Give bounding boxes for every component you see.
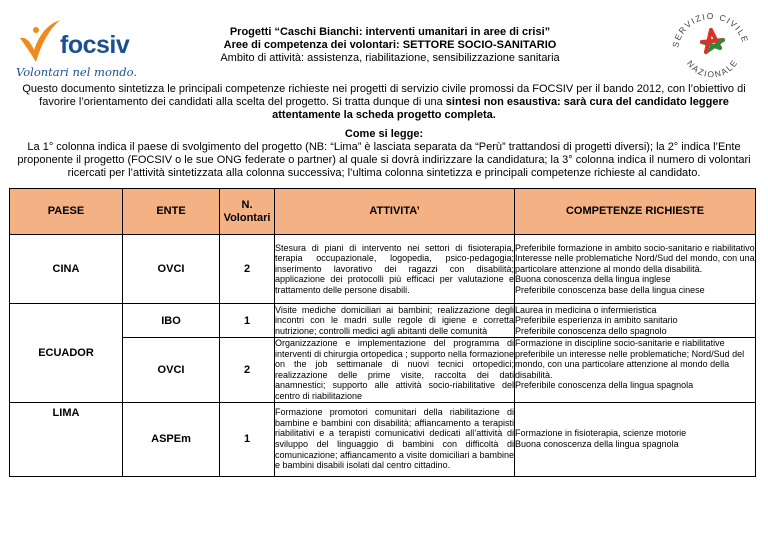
competence-table [9,188,756,477]
focsiv-tagline: Volontari nel mondo. [16,65,138,79]
competenza-item: Preferibile formazione in ambito socio-sanitario e riabilitativo [515,242,755,253]
competenza-item: Buona conoscenza della lingua inglese [515,274,671,285]
cell-volontari: 2 [220,338,275,403]
cell-ente: OVCI [123,338,220,403]
page-title: Progetti “Caschi Bianchi: interventi umanitari in aree di crisi” [229,26,551,38]
cell-attivita: Formazione promotori comunitari della riabilitazione di bambine e bambini con disabilità; affiancamento a terapisti riabilitativi e a terapisti comunicativi dedicati all’attività di sviluppo del linguaggio di bambini con difficoltà di comunicazione; affiancamento a visite domiciliari a bambine e bambini disabili isolati dal centro cittadino. [275,402,515,476]
cell-volontari: 1 [220,402,275,476]
focsiv-brand: focsiv [60,31,130,59]
competenza-item: Preferibile conoscenza della lingua spagnola [515,380,694,391]
competenza-item: Formazione in fisioterapia, scienze motorie [515,428,687,439]
scn-arc-bottom-text: NAZIONALE [684,57,741,80]
document-header [180,26,600,65]
intro-text: Questo documento sintetizza le principali competenze richieste nei progetti di servizio civile promossi da FOCSIV per il bando 2012, con l’obiettivo di favorire l’orientamento dei candidati alla scelta del progetto. Si tratta dunque di una [22,83,746,108]
cell-competenze [515,235,756,304]
col-header-paese: PAESE [10,189,123,235]
page-scope: Ambito di attività: assistenza, riabilitazione, sensibilizzazione sanitaria [220,52,560,64]
competenza-item: Preferibile conoscenza dello spagnolo [515,325,667,336]
col-header-ente: ENTE [123,189,220,235]
col-header-attivita: ATTIVITA’ [275,189,515,235]
how-to-read-text: La 1° colonna indica il paese di svolgimento del progetto (NB: “Lima” è lasciata separata da “Perù” trattandosi di progetti diversi); la 2° indica l’Ente proponente il progetto (FOCSIV o le sue ONG federate o partner) al quale si dovrà indirizzare la candidatura; la 3° colonna indica il numero di volontari ricercati per l’attività sintetizzata alla colonna successiva; l’ultima colonna sintetizza e principali competenze richieste al candidato. [17,141,751,179]
competenza-item: Laurea in medicina o infermieristica [515,304,657,315]
col-header-competenze: COMPETENZE RICHIESTE [515,189,756,235]
cell-volontari: 2 [220,235,275,304]
cell-paese: LIMA [10,402,123,476]
table-row [10,402,756,476]
cell-ente: OVCI [123,235,220,304]
intro-paragraph [10,83,758,122]
table-header-row [10,189,756,235]
table-row [10,304,756,338]
scn-arc-top-text: SERVIZIO CIVILE [670,10,751,49]
col-header-volontari: N. Volontari [220,189,275,235]
competenza-item: Preferibile conoscenza base della lingua cinese [515,284,705,295]
cell-paese: ECUADOR [10,304,123,403]
cell-volontari: 1 [220,304,275,338]
cell-ente: IBO [123,304,220,338]
intro-bold-text: sintesi non esaustiva: sarà cura del candidato leggere attentamente la scheda progetto completa. [272,96,729,121]
cell-attivita: Stesura di piani di intervento nei settori di fisioterapia, terapia occupazionale, logopedia, psico-pedagogia; inserimento lavorativo dei ragazzi con disabilità; applicazione dei protocolli più efficaci per valutazione e trattamento delle persone disabili. [275,235,515,304]
cell-competenze [515,338,756,403]
cell-ente: ASPEm [123,402,220,476]
competenza-item: Buona conoscenza della lingua spagnola [515,439,679,450]
star-icon [702,30,723,52]
how-to-read [10,128,758,180]
competenza-item: Interesse nelle problematiche Nord/Sud del mondo, con una particolare attenzione al mondo della disabilità. [515,253,755,274]
cell-paese: CINA [10,235,123,304]
cell-attivita: Visite mediche domiciliari ai bambini; realizzazione degli incontri con le madri sulle regole di igiene e corretta nutrizione; controlli medici agli abitanti delle comunità [275,304,514,336]
cell-attivita: Organizzazione e implementazione del programma di interventi di chirurgia ortopedica ; supporto nella formazione on the job settimanale di nuovi tecnici ortopedici; realizzazione delle prime visite, raccolta dei dati anamnestici; supporto alle attività socio-riabilitative del centro di riabilitazione [275,338,514,401]
cell-competenze [515,304,756,338]
table-row [10,235,756,304]
how-to-read-title: Come si legge: [344,128,424,140]
competenza-item: Preferibile esperienza in ambito sanitario [515,315,678,326]
competenza-item: Formazione in discipline socio-sanitarie e riabilitative preferibile un interesse nelle problematiche; Nord/Sud del mondo, con una particolare attenzione al mondo della disabilità. [515,338,745,380]
cell-competenze [515,402,756,476]
servizio-civile-logo [668,8,754,84]
page-subtitle: Aree di competenza dei volontari: SETTORE SOCIO-SANITARIO [223,39,557,51]
focsiv-logo [14,14,152,80]
focsiv-checkmark-icon [14,16,64,66]
